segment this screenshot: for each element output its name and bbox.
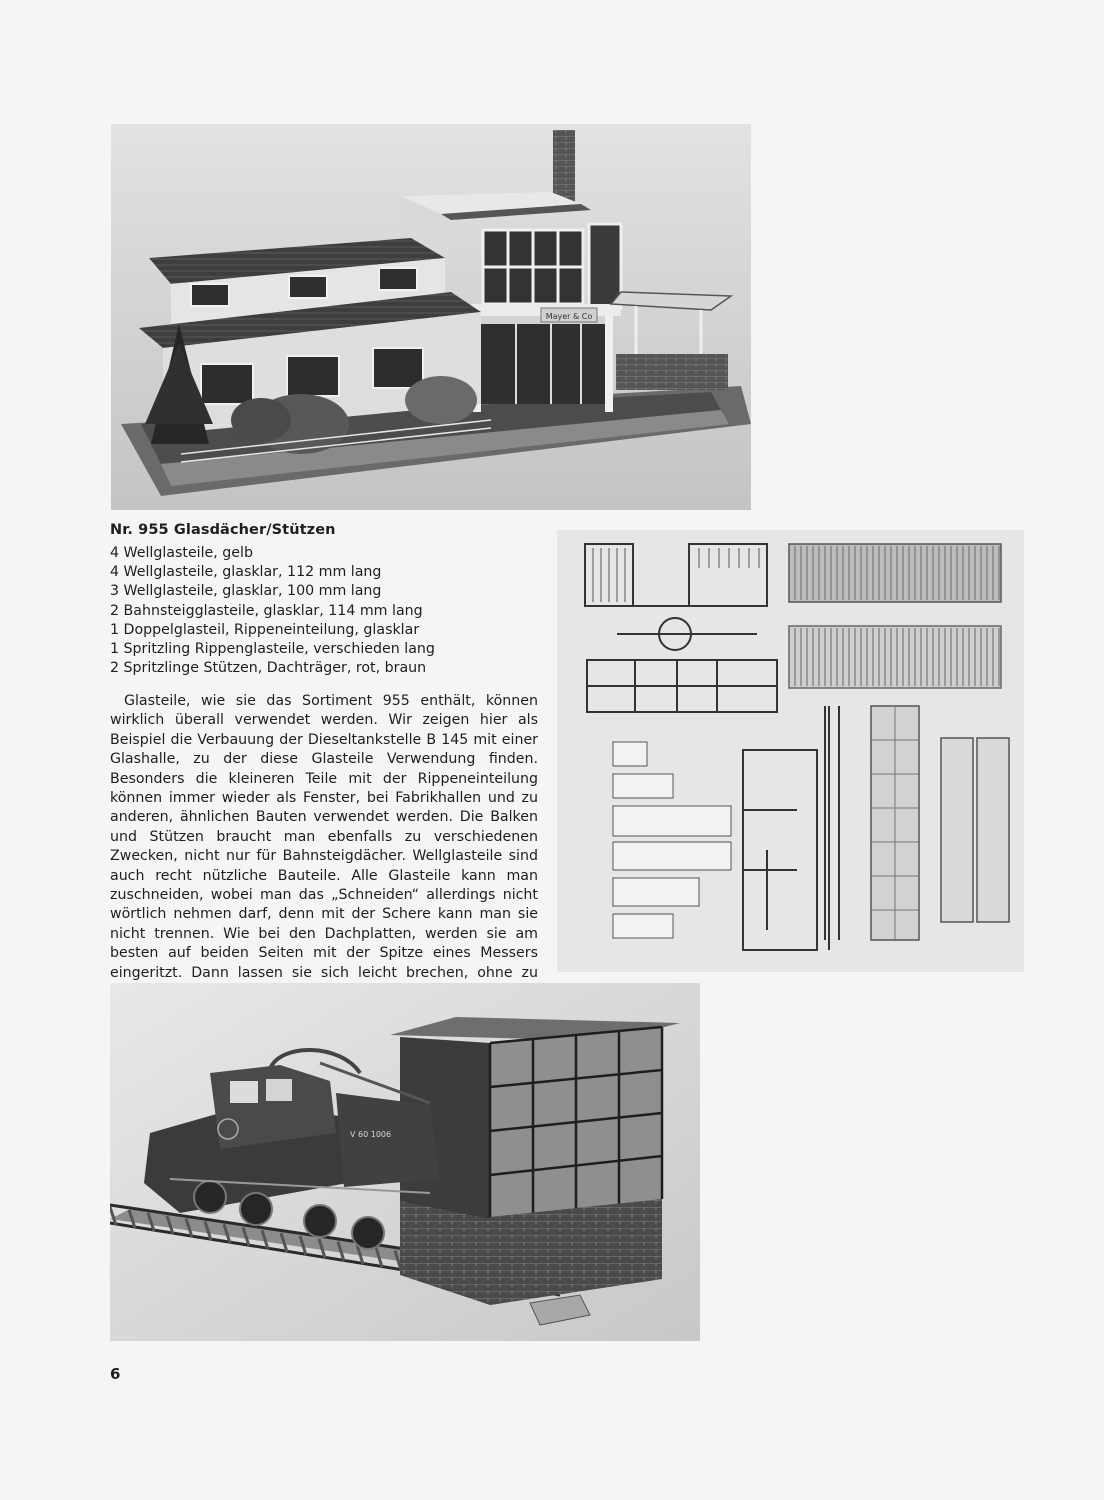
parts-photo bbox=[557, 530, 1024, 972]
building-photo bbox=[111, 124, 751, 510]
list-item: 1 Spritzling Rippenglasteile, verschieden lang bbox=[110, 641, 435, 658]
list-item: 4 Wellglasteile, glasklar, 112 mm lang bbox=[110, 564, 382, 581]
body-paragraph: Glasteile, wie sie das Sortiment 955 enthält, können wirklich überall verwendet werden. Wir zeigen hier als Beispiel die Verbauung der Dieseltankstelle B 145 mit einer Glashalle, zu der diese Glasteile Verwendung finden. Besonders die kleineren Teile mit der Rippeneinteilung können immer wieder als Fenster, bei Fabrikhallen und zu anderen, ähnlichen Bauten verwendet werden. Die Balken und Stützen braucht man ebenfalls zu verschiedenen Zwecken, nicht nur für Bahnsteigdächer. Wellglasteile sind auch recht nützliche Bauteile. Alle Glasteile kann man zuschneiden, wobei man das „Schneiden“ allerdings nicht wörtlich nehmen darf, denn mit der Schere kann man sie nicht trennen. Wie bei den Dachplatten, werden sie am besten auf beiden Seiten mit der Spitze eines Messers eingeritzt. Dann lassen sie sich leicht brechen, ohne zu bbox=[110, 693, 538, 981]
locomotive-photo bbox=[110, 983, 700, 1341]
list-item: 1 Doppelglasteil, Rippeneinteilung, glasklar bbox=[110, 621, 420, 638]
list-item: 4 Wellglasteile, gelb bbox=[110, 545, 253, 561]
locomotive-lettering: V 60 1006 bbox=[350, 1130, 392, 1139]
list-item: 3 Wellglasteile, glasklar, 100 mm lang bbox=[110, 583, 382, 600]
list-item: 2 Spritzlinge Stützen, Dachträger, rot, braun bbox=[110, 660, 427, 677]
article-heading: Nr. 955 Glasdächer/Stützen bbox=[110, 522, 336, 538]
contents-list bbox=[110, 544, 540, 678]
page-number: 6 bbox=[110, 1365, 121, 1383]
list-item: 2 Bahnsteigglasteile, glasklar, 114 mm lang bbox=[110, 602, 423, 619]
building-sign: Mayer & Co bbox=[545, 312, 593, 321]
